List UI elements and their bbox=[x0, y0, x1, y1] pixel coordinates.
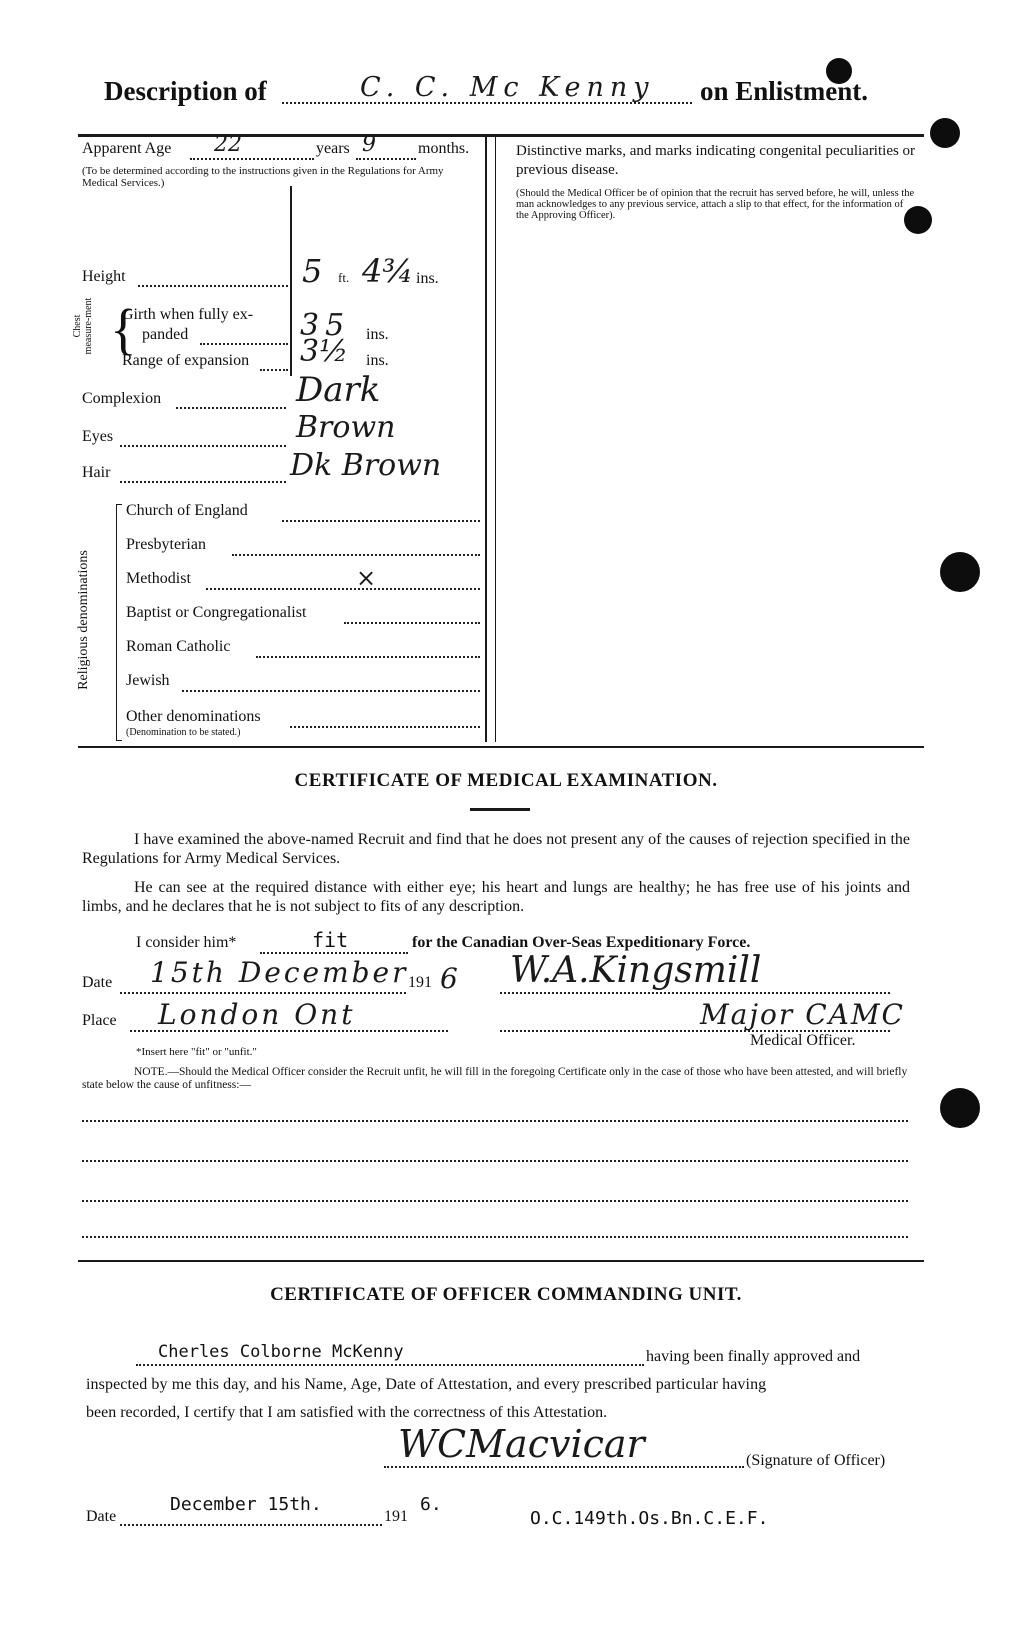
medical-year-value: 6 bbox=[440, 962, 458, 995]
approval-line-1-suffix: having been finally approved and bbox=[646, 1348, 861, 1365]
ft-label: ft. bbox=[338, 270, 350, 285]
consider-line bbox=[260, 952, 408, 954]
years-label: years bbox=[316, 140, 350, 157]
unfitness-line bbox=[82, 1236, 908, 1238]
header-prefix: Description of bbox=[104, 76, 267, 106]
complexion-line bbox=[176, 407, 286, 409]
religion-item: Roman Catholic bbox=[126, 638, 231, 655]
ins-label-range: ins. bbox=[366, 352, 389, 369]
approval-line-3: been recorded, I certify that I am satisfied with the correctness of this Attestation. bbox=[86, 1404, 608, 1421]
medical-para-2: He can see at the required distance with either eye; his heart and lungs are healthy; he has free use of his joints and limbs, and he declares that he is not subject to fits of any description. bbox=[82, 879, 910, 915]
age-note: (To be determined according to the instructions given in the Regulations for Army Medical Services.) bbox=[82, 165, 444, 189]
religion-item: Jewish bbox=[126, 672, 170, 689]
religion-bracket-top bbox=[116, 504, 122, 505]
co-year-prefix: 191 bbox=[384, 1508, 408, 1525]
religion-item: Presbyterian bbox=[126, 536, 206, 553]
religion-item: Baptist or Congregationalist bbox=[126, 604, 307, 621]
religion-item: Methodist bbox=[126, 570, 191, 587]
header-suffix: on Enlistment. bbox=[700, 76, 869, 106]
medical-rank: Major CAMC bbox=[700, 998, 905, 1031]
age-months-value: 9 bbox=[362, 132, 376, 157]
header-name: C. C. Mc Kenny bbox=[360, 72, 655, 103]
height-label: Height bbox=[82, 268, 126, 285]
co-date-value: December 15th. bbox=[170, 1494, 322, 1515]
column-divider bbox=[290, 186, 292, 376]
section-rule bbox=[78, 1260, 924, 1262]
medical-certificate-title: CERTIFICATE OF MEDICAL EXAMINATION. bbox=[294, 770, 718, 791]
religion-item: Other denominations bbox=[126, 708, 261, 725]
complexion-label: Complexion bbox=[82, 390, 162, 407]
age-years-value: 22 bbox=[214, 132, 242, 157]
hair-line bbox=[120, 481, 286, 483]
distinctive-marks-heading: Distinctive marks, and marks indicating congenital peculiarities or previous disease. bbox=[516, 143, 916, 178]
girth-value: 35 bbox=[300, 308, 351, 343]
title-underline bbox=[470, 808, 530, 811]
recruit-name-line bbox=[136, 1364, 644, 1366]
ins-label-height: ins. bbox=[416, 270, 439, 287]
religion-bracket-bottom bbox=[116, 740, 122, 741]
unfitness-line bbox=[82, 1200, 908, 1202]
commanding-certificate-title: CERTIFICATE OF OFFICER COMMANDING UNIT. bbox=[270, 1284, 742, 1305]
girth-label-1: Girth when fully ex- bbox=[122, 306, 254, 323]
medical-date-label: Date bbox=[82, 974, 113, 991]
months-label: months. bbox=[418, 140, 470, 157]
unfitness-line bbox=[82, 1160, 908, 1162]
co-unit: O.C.149th.Os.Bn.C.E.F. bbox=[530, 1508, 769, 1529]
hair-value: Dk Brown bbox=[290, 448, 442, 483]
medical-signature-line bbox=[500, 992, 890, 994]
medical-year-prefix: 191 bbox=[408, 974, 432, 991]
co-signature-line bbox=[384, 1466, 744, 1468]
girth-label-2: panded bbox=[142, 326, 189, 343]
girth-line bbox=[200, 343, 288, 345]
complexion-value: Dark bbox=[296, 370, 381, 410]
range-value: 3½ bbox=[300, 334, 349, 369]
religion-line bbox=[206, 588, 480, 590]
hair-label: Hair bbox=[82, 464, 111, 481]
religion-line bbox=[256, 656, 480, 658]
co-date-label: Date bbox=[86, 1508, 117, 1525]
religion-bracket bbox=[116, 504, 117, 740]
religion-line bbox=[290, 726, 480, 728]
religion-item: Church of England bbox=[126, 502, 248, 519]
consider-value: fit bbox=[312, 928, 349, 952]
religion-line bbox=[232, 554, 480, 556]
punch-hole bbox=[940, 1088, 980, 1128]
punch-hole bbox=[930, 118, 960, 148]
co-year-value: 6. bbox=[420, 1494, 442, 1515]
top-rule bbox=[78, 134, 924, 137]
eyes-value: Brown bbox=[296, 410, 396, 445]
recruit-name: Cherles Colborne McKenny bbox=[158, 1342, 404, 1362]
methodist-mark: × bbox=[356, 564, 377, 592]
range-label: Range of expansion bbox=[122, 352, 250, 369]
age-years-line bbox=[190, 158, 314, 160]
medical-signature: W.A.Kingsmill bbox=[510, 950, 762, 991]
medical-date-line bbox=[120, 992, 406, 994]
eyes-line bbox=[120, 445, 286, 447]
co-date-line bbox=[120, 1524, 382, 1526]
height-line bbox=[138, 285, 288, 287]
chest-brace: { bbox=[110, 299, 137, 361]
consider-prefix: I consider him* bbox=[136, 934, 237, 951]
ins-label-girth: ins. bbox=[366, 326, 389, 343]
approval-line-2: inspected by me this day, and his Name, Age, Date of Attestation, and every prescribed particular having bbox=[86, 1376, 767, 1393]
unfitness-line bbox=[82, 1120, 908, 1122]
religion-section-label: Religious denominations bbox=[76, 550, 91, 690]
consider-suffix: for the Canadian Over-Seas Expeditionary Force. bbox=[412, 934, 751, 951]
medical-place-value: London Ont bbox=[158, 998, 356, 1031]
section-rule bbox=[78, 746, 924, 748]
medical-para-1: I have examined the above-named Recruit and find that he does not present any of the causes of rejection specified in the Regulations for Army Medical Services. bbox=[82, 831, 910, 867]
medical-note: NOTE.—Should the Medical Officer consider the Recruit unfit, he will fill in the foregoing Certificate only in the case of those who have been attested, and will briefly state below the cause of unfitness:— bbox=[82, 1066, 908, 1091]
chest-measurement-label: Chest measure-ment bbox=[72, 297, 94, 355]
distinctive-marks-note: (Should the Medical Officer be of opinion that the recruit has served before, he will, unless the man acknowledges to any previous service, attach a slip to that effect, for the information of the Approving Officer). bbox=[516, 188, 915, 221]
punch-hole bbox=[940, 552, 980, 592]
height-ft-value: 5 bbox=[302, 252, 323, 290]
religion-line bbox=[344, 622, 480, 624]
column-divider bbox=[485, 136, 487, 742]
height-in-value: 4¾ bbox=[362, 252, 414, 290]
religion-line bbox=[182, 690, 480, 692]
medical-date-value: 15th December bbox=[150, 956, 409, 989]
co-signature-label: (Signature of Officer) bbox=[746, 1452, 886, 1469]
column-divider bbox=[495, 136, 496, 742]
other-denomination-note: (Denomination to be stated.) bbox=[126, 727, 241, 738]
apparent-age-label: Apparent Age bbox=[82, 140, 172, 157]
age-months-line bbox=[356, 158, 416, 160]
medical-officer-label: Medical Officer. bbox=[750, 1032, 856, 1049]
religion-line bbox=[282, 520, 480, 522]
medical-place-label: Place bbox=[82, 1012, 117, 1029]
range-line bbox=[260, 369, 288, 371]
insert-note: *Insert here "fit" or "unfit." bbox=[136, 1046, 257, 1058]
eyes-label: Eyes bbox=[82, 428, 114, 445]
co-signature: WCMacvicar bbox=[398, 1422, 645, 1466]
